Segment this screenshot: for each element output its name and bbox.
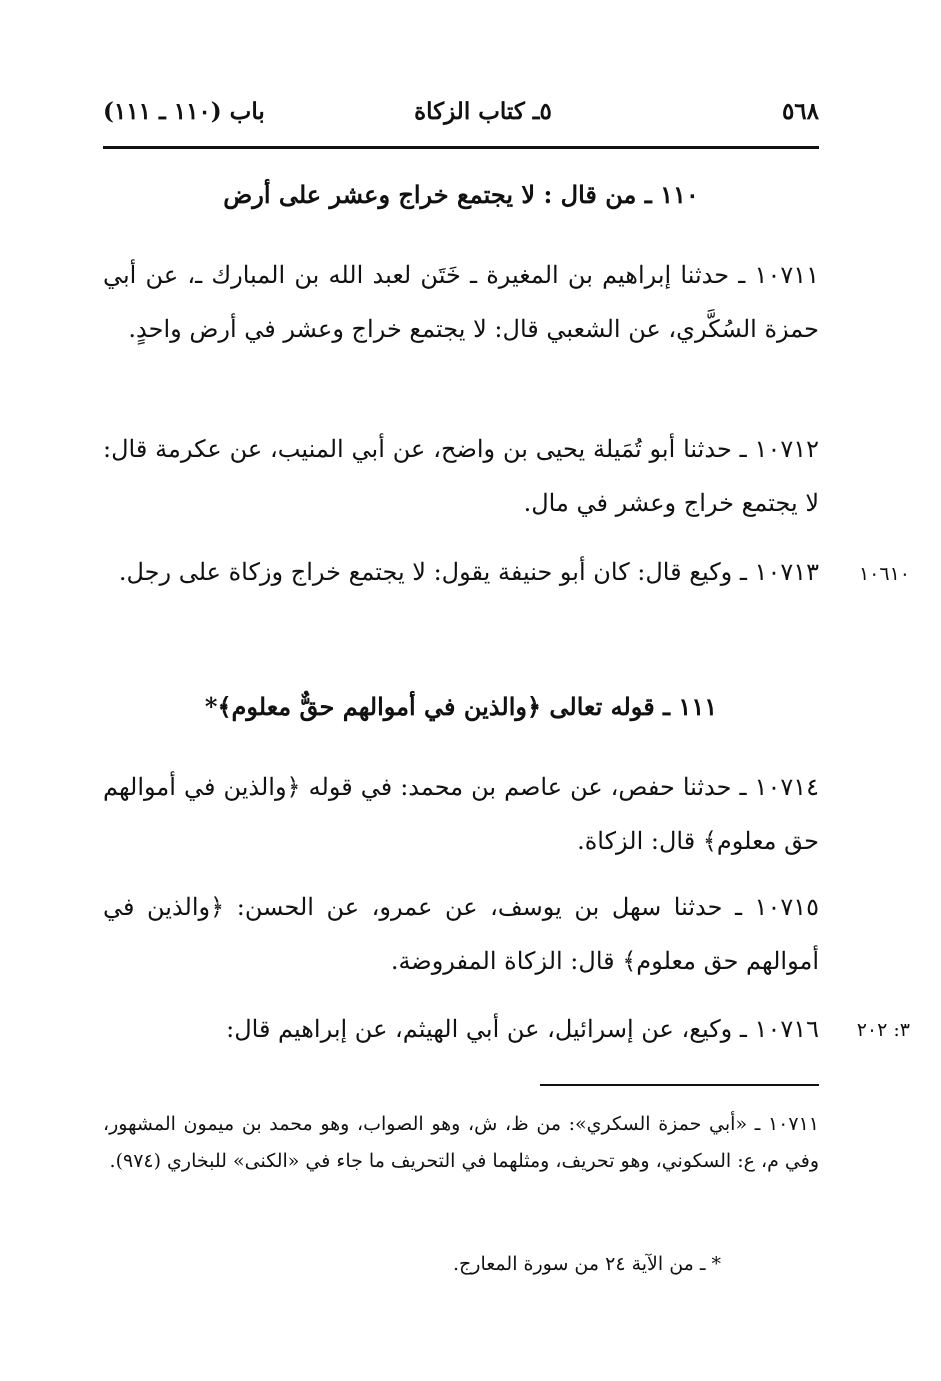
page-number: ٥٦٨ xyxy=(781,98,819,125)
running-header xyxy=(103,94,819,138)
chapter-range: باب (١١٠ ـ ١١١) xyxy=(103,98,265,125)
chapter-heading-110: ١١٠ ـ من قال : لا يجتمع خراج وعشر على أرض xyxy=(223,180,699,209)
hadith-10714: ١٠٧١٤ ـ حدثنا حفص، عن عاصم بن محمد: في قوله ﴿والذين في أموالهم حق معلوم﴾ قال: الزكاة. xyxy=(103,773,819,855)
chapter-heading-111: ١١١ ـ قوله تعالى ﴿والذين في أموالهم حقٌّ معلوم﴾* xyxy=(204,692,718,721)
hadith-10711: ١٠٧١١ ـ حدثنا إبراهيم بن المغيرة ـ خَتَن لعبد الله بن المبارك ـ، عن أبي حمزة السُكَّري، عن الشعبي قال: لا يجتمع خراج وعشر في أرض واحدٍ. xyxy=(103,261,819,343)
book-title: ٥ـ كتاب الزكاة xyxy=(414,98,552,125)
hadith-10716: ١٠٧١٦ ـ وكيع، عن إسرائيل، عن أبي الهيثم، عن إبراهيم قال: xyxy=(226,1015,819,1043)
header-rule xyxy=(103,146,819,149)
margin-reference: ١٠٦١٠ xyxy=(858,563,910,585)
footnote-10711: ١٠٧١١ ـ «أبي حمزة السكري»: من ظ، ش، وهو الصواب، وهو محمد بن ميمون المشهور، وفي م، ع: السكوني، وهو تحريف، ومثلهما في التحريف ما جاء في «الكنى» للبخاري (٩٧٤). xyxy=(103,1113,819,1172)
margin-reference: ٣: ٢٠٢ xyxy=(856,1019,910,1041)
hadith-10713: ١٠٧١٣ ـ وكيع قال: كان أبو حنيفة يقول: لا يجتمع خراج وزكاة على رجل. xyxy=(118,558,819,586)
hadith-10715: ١٠٧١٥ ـ حدثنا سهل بن يوسف، عن عمرو، عن الحسن: ﴿والذين في أموالهم حق معلوم﴾ قال: الزكاة المفروضة. xyxy=(103,893,819,975)
hadith-10712: ١٠٧١٢ ـ حدثنا أبو تُمَيلة يحيى بن واضح، عن أبي المنيب، عن عكرمة قال: لا يجتمع خراج وعشر في مال. xyxy=(103,435,819,517)
footnote-rule xyxy=(540,1084,819,1086)
footnote-star: * ـ من الآية ٢٤ من سورة المعارج. xyxy=(452,1253,721,1275)
